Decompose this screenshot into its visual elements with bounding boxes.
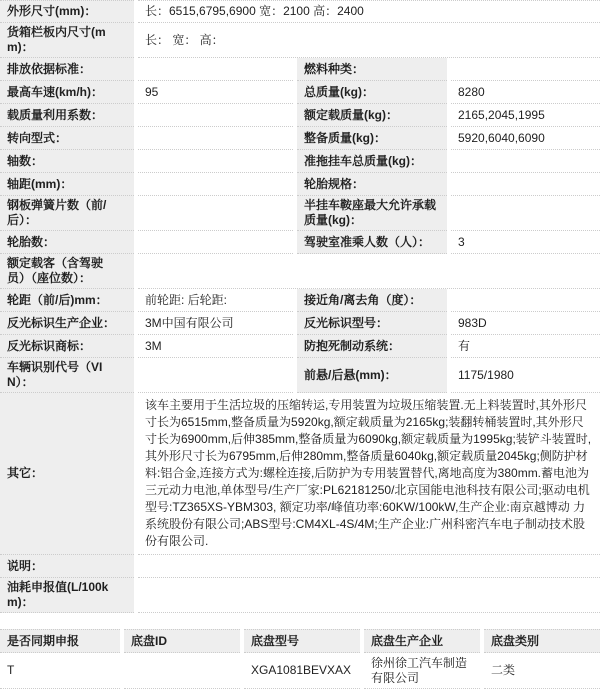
spec-field-label: 排放依据标准： <box>0 58 134 81</box>
spec-row <box>0 555 600 578</box>
spec-field-label: 最高车速(km/h)： <box>0 81 134 104</box>
spec-row <box>0 358 600 393</box>
spec-field-label: 外形尺寸(mm)： <box>0 0 134 23</box>
spec-field-value <box>138 173 293 196</box>
spec-field-label: 轮距（前/后)mm： <box>0 289 134 312</box>
spec-field-label: 轴数： <box>0 150 134 173</box>
spec-field-label: 货箱栏板内尺寸(mm)： <box>0 23 134 58</box>
chassis-data-cell: T <box>0 653 120 689</box>
spec-field-value: 5920,6040,6090 <box>451 127 600 150</box>
spec-field-label: 说明： <box>0 555 134 578</box>
chassis-header-cell: 底盘型号 <box>244 629 360 653</box>
spec-field-value: 有 <box>451 335 600 358</box>
spec-field-label: 油耗申报值(L/100km)： <box>0 578 134 613</box>
spec-row <box>0 0 600 23</box>
spec-field-value <box>138 127 293 150</box>
chassis-header-cell: 底盘类别 <box>484 629 600 653</box>
spec-field-label: 反光标识商标： <box>0 335 134 358</box>
spec-field-value: 3 <box>451 231 600 254</box>
chassis-data-cell: XGA1081BEVXAX <box>244 653 360 689</box>
spec-field-label: 燃料种类： <box>297 58 447 81</box>
spec-field-value: 该车主要用于生活垃圾的压缩转运,专用装置为垃圾压缩装置.无上料装置时,其外形尺寸长为6515mm,整备质量为5920kg,额定载质量为2165kg;装翻转桶装置时,其外形尺寸长为6900mm,后伸385mm,整备质量为6090kg,额定载质量为1995kg;装铲斗装置时,其外形尺寸长为6795mm,后伸280mm,整备质量6040kg,额定载质量2045kg;侧防护材料:铝合金,连接方式为:螺栓连接,后防护为专用装置替代,离地高度为380mm.蓄电池为三元动力电池,单体型号/生产厂家:PL62181250/北京国能电池科技有限公司;驱动电机型号:TZ365XS-YBM303, 额定功率/峰值功率:60KW/100kW,生产企业:南京越博动 力系统股份有限公司;ABS型号:CM4XL-4S/4M;生产企业:广州科密汽车电子制动技术股份有限公司. <box>138 393 600 555</box>
spec-row <box>0 393 600 555</box>
spec-row <box>0 335 600 358</box>
chassis-table <box>0 629 600 689</box>
spec-field-value <box>138 254 600 289</box>
spec-field-value <box>138 578 600 613</box>
spec-row <box>0 173 600 196</box>
spec-row <box>0 254 600 289</box>
spec-field-label: 轴距(mm)： <box>0 173 134 196</box>
spec-field-value: 8280 <box>451 81 600 104</box>
chassis-header-cell: 底盘ID <box>124 629 240 653</box>
spec-field-value <box>138 58 293 81</box>
spec-field-label: 驾驶室准乘人数（人）： <box>297 231 447 254</box>
spec-row <box>0 127 600 150</box>
spec-field-label: 额定载质量(kg)： <box>297 104 447 127</box>
chassis-data-row <box>0 653 600 689</box>
spec-field-value <box>451 150 600 173</box>
spec-field-value <box>138 231 293 254</box>
spec-field-label: 防抱死制动系统： <box>297 335 447 358</box>
chassis-data-cell: 二类 <box>484 653 600 689</box>
spec-row <box>0 231 600 254</box>
spec-field-value: 前轮距: 后轮距: <box>138 289 293 312</box>
chassis-data-cell <box>124 653 240 689</box>
spec-field-value <box>138 358 293 393</box>
chassis-header-cell: 是否同期申报 <box>0 629 120 653</box>
chassis-header-cell: 底盘生产企业 <box>364 629 480 653</box>
spec-field-value: 95 <box>138 81 293 104</box>
spec-field-value <box>451 58 600 81</box>
spec-row <box>0 150 600 173</box>
spec-field-value <box>138 196 293 231</box>
spec-field-value <box>138 104 293 127</box>
spec-field-value: 1175/1980 <box>451 358 600 393</box>
spec-field-label: 反光标识型号： <box>297 312 447 335</box>
spec-field-label: 准拖挂车总质量(kg)： <box>297 150 447 173</box>
spec-field-label: 额定载客（含驾驶员）（座位数）： <box>0 254 134 289</box>
spec-field-value: 2165,2045,1995 <box>451 104 600 127</box>
spec-field-value <box>138 150 293 173</box>
spec-field-value: 983D <box>451 312 600 335</box>
spec-field-value <box>451 289 600 312</box>
chassis-data-cell: 徐州徐工汽车制造有限公司 <box>364 653 480 689</box>
spec-field-value <box>138 555 600 578</box>
spec-row <box>0 578 600 613</box>
spec-row <box>0 81 600 104</box>
spec-field-label: 反光标识生产企业： <box>0 312 134 335</box>
spec-field-value: 3M <box>138 335 293 358</box>
spec-field-label: 半挂车鞍座最大允许承载质量(kg)： <box>297 196 447 231</box>
spec-field-label: 总质量(kg)： <box>297 81 447 104</box>
spec-row <box>0 312 600 335</box>
spec-field-label: 车辆识别代号（VIN）： <box>0 358 134 393</box>
spec-field-label: 轮胎数： <box>0 231 134 254</box>
spec-field-value <box>451 173 600 196</box>
spec-field-label: 接近角/离去角（度）： <box>297 289 447 312</box>
spec-field-label: 其它： <box>0 393 134 555</box>
spec-field-label: 整备质量(kg)： <box>297 127 447 150</box>
spec-field-label: 转向型式： <box>0 127 134 150</box>
spec-field-value: 3M中国有限公司 <box>138 312 293 335</box>
spec-field-label: 钢板弹簧片数（前/后）： <box>0 196 134 231</box>
spec-row <box>0 104 600 127</box>
spec-field-label: 轮胎规格： <box>297 173 447 196</box>
spec-row <box>0 289 600 312</box>
spec-field-value: 长：6515,6795,6900 宽：2100 高：2400 <box>138 0 600 23</box>
spec-field-label: 前悬/后悬(mm)： <box>297 358 447 393</box>
spec-field-value: 长： 宽： 高： <box>138 23 600 58</box>
chassis-header-row <box>0 629 600 653</box>
spec-field-label: 载质量利用系数： <box>0 104 134 127</box>
spec-field-value <box>451 196 600 231</box>
spec-row <box>0 23 600 58</box>
spec-row <box>0 196 600 231</box>
spec-row <box>0 58 600 81</box>
